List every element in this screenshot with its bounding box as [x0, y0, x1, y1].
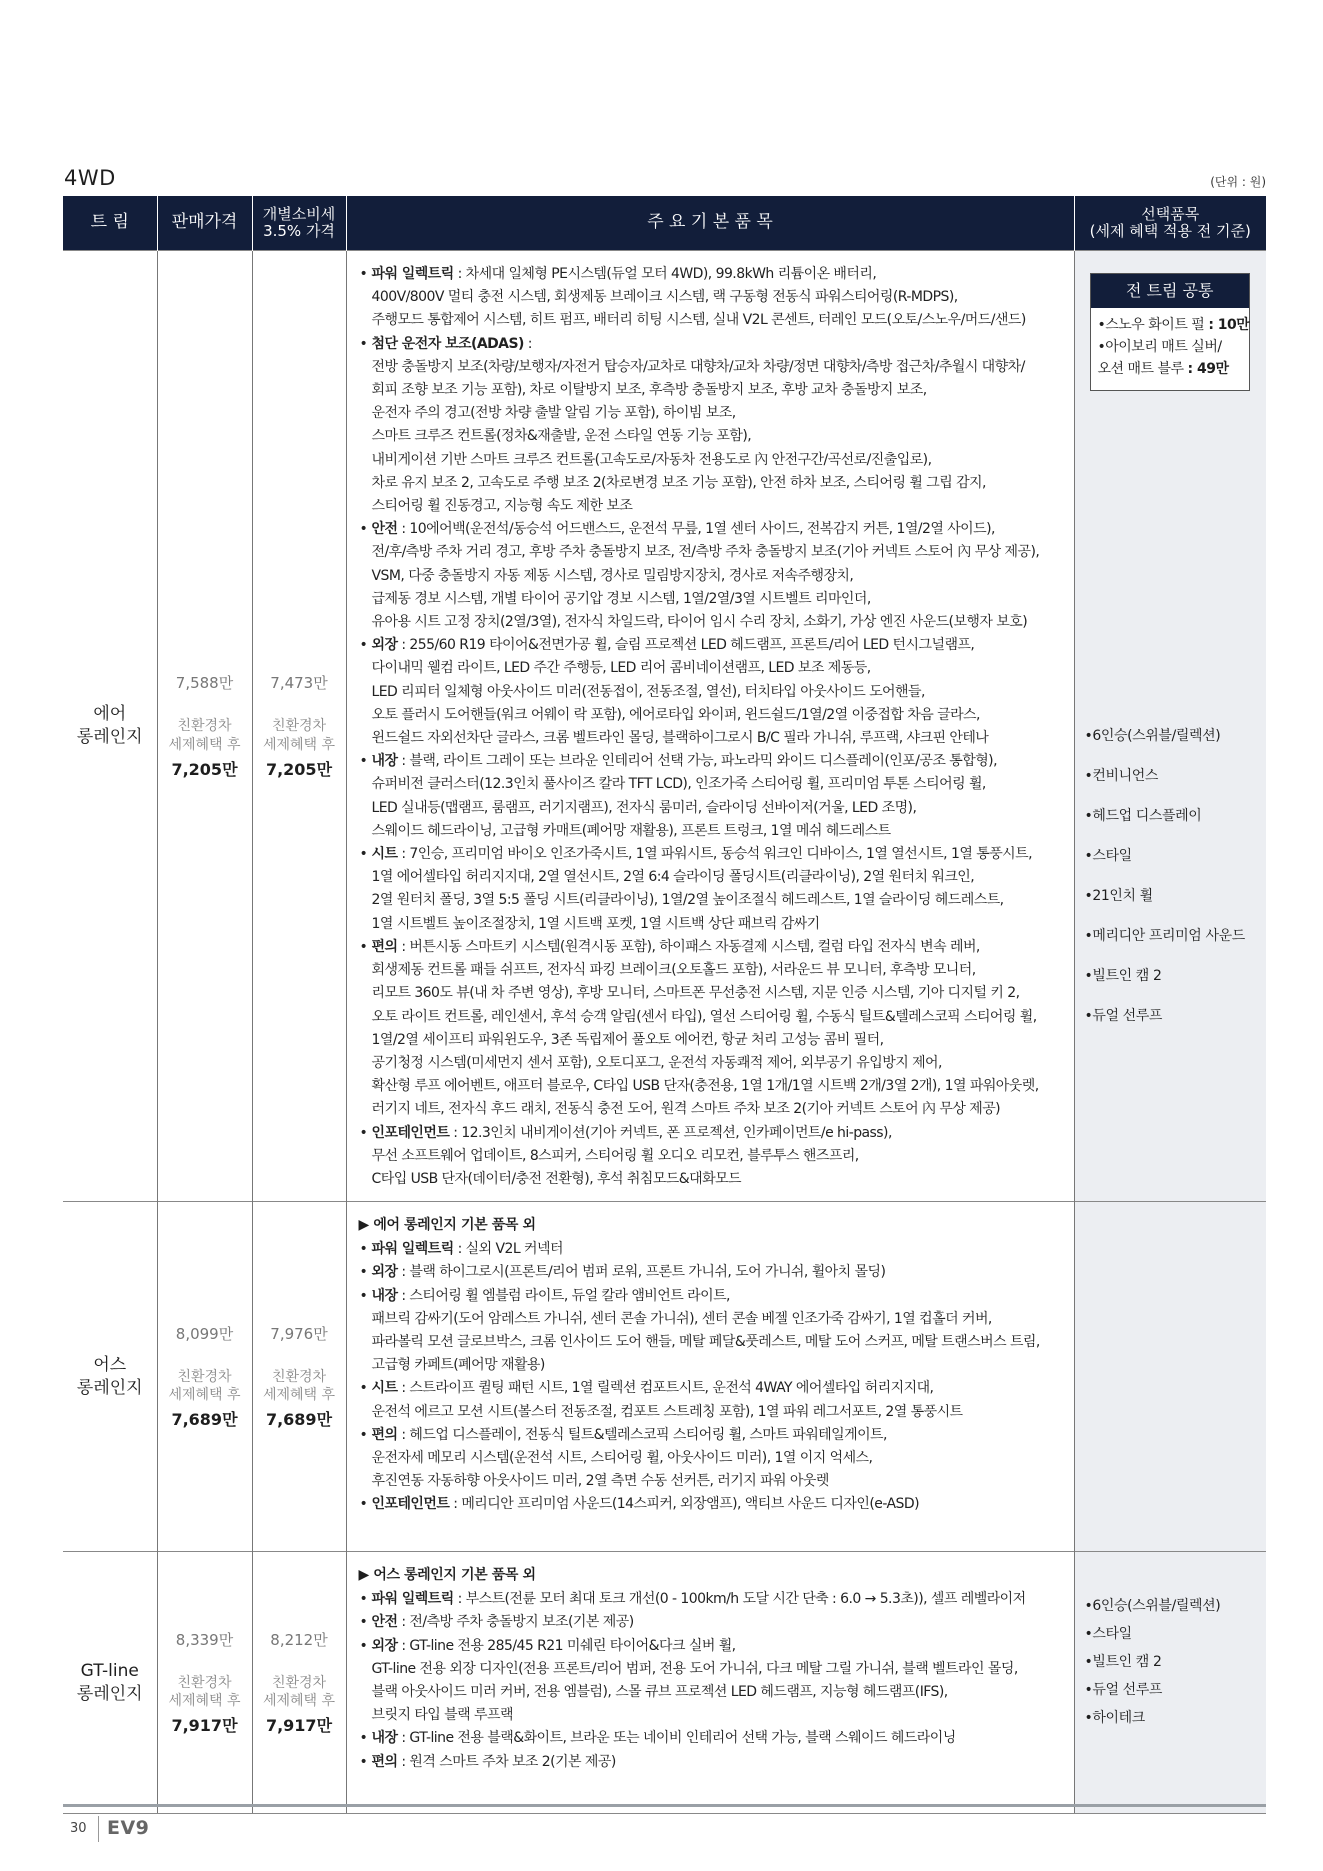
final-price: 7,689만: [265, 1410, 333, 1430]
price-note: 친환경차: [271, 1674, 327, 1691]
feature-item: • 편의 : 헤드업 디스플레이, 전동식 틸트&텔레스코픽 스티어링 휠, 스마트 파워테일게이트, 운전자세 메모리 시스템(운전석 시트, 스티어링 휠, 아웃사이드 미러), 1열 이지 억세스, 후진연동 자동하향 아웃사이드 미러, 2열 측면 수동 선커튼, 러기지 파워 아웃렛: [359, 1424, 1066, 1494]
feature-category: 내장: [371, 753, 398, 770]
feature-text: 부스트(전륜 모터 최대 토크 개선(0 - 100km/h 도달 시간 단축 : 6.0 → 5.3초)), 셀프 레벨라이저: [465, 1591, 1026, 1608]
option-item: •빌트인 캠 2: [1084, 1654, 1162, 1671]
option-item: •컨비니언스: [1084, 768, 1158, 784]
feature-category: 안전: [371, 1614, 398, 1631]
options-cell: [1074, 1202, 1266, 1552]
feature-text: 내비게이션 기반 스마트 크루즈 컨트롤(고속도로/자동차 전용도로 內 안전구간/곡선로/진출입로),: [371, 451, 932, 468]
table-row: [63, 251, 1266, 1202]
feature-text: 리모트 360도 뷰(내 차 주변 영상), 후방 모니터, 스마트폰 무선충전 시스템, 지문 인증 시스템, 기아 디지털 키 2,: [371, 985, 1020, 1002]
feature-text: 1열 에어셀타입 허리지지대, 2열 열선시트, 2열 6:4 슬라이딩 폴딩시트(리클라이닝), 2열 원터치 워크인,: [371, 869, 975, 886]
final-price: 7,917만: [265, 1716, 333, 1736]
feature-text: 주행모드 통합제어 시스템, 히트 펌프, 배터리 히팅 시스템, 실내 V2L 콘센트, 터레인 모드(오토/스노우/머드/샌드): [371, 312, 1026, 329]
option-list: [1075, 716, 1267, 1036]
option-item: •헤드업 디스플레이: [1084, 808, 1202, 824]
feature-item: • 외장 : 블랙 하이그로시(프론트/리어 범퍼 로워, 프론트 가니쉬, 도어 가니쉬, 휠아치 몰딩): [359, 1261, 1066, 1284]
option-item: •6인승(스위블/릴렉션): [1084, 728, 1221, 744]
page-number: 30: [70, 1821, 87, 1836]
feature-item: • 편의 : 원격 스마트 주차 보조 2(기본 제공): [359, 1751, 1066, 1774]
feature-text: GT-line 전용 외장 디자인(전용 프론트/리어 범퍼, 전용 도어 가니쉬, 다크 메탈 그릴 가니쉬, 블랙 벨트라인 몰딩,: [371, 1660, 1018, 1677]
feature-text: GT-line 전용 블랙&화이트, 브라운 또는 네이비 인테리어 선택 가능, 블랙 스웨이드 헤드라이닝: [409, 1730, 956, 1747]
feature-text: 다이내믹 웰컴 라이트, LED 주간 주행등, LED 리어 콤비네이션램프, LED 보조 제동등,: [371, 660, 871, 677]
feature-category: 외장: [371, 1264, 398, 1281]
feature-text: 고급형 카페트(폐어망 재활용): [371, 1357, 545, 1374]
header-tax-price: 개별소비세 3.5% 가격: [252, 196, 346, 251]
price-note: 친환경차: [271, 1368, 327, 1385]
header-price: 판매가격: [157, 196, 252, 251]
section-title: 4WD: [64, 166, 116, 190]
table-header: [63, 196, 1266, 251]
feature-text: 운전자세 메모리 시스템(운전석 시트, 스티어링 휠, 아웃사이드 미러), 1열 이지 억세스,: [371, 1449, 873, 1466]
sale-price: [157, 1202, 252, 1552]
feature-category: 외장: [371, 1637, 398, 1654]
price-note: 친환경차: [177, 1368, 232, 1385]
common-options-title: 전 트림 공통: [1091, 274, 1250, 308]
feature-text: 무선 소프트웨어 업데이트, 8스피커, 스티어링 휠 오디오 리모컨, 블루투스 핸즈프리,: [371, 1147, 859, 1164]
option-list: [1075, 1592, 1267, 1732]
header-trim: 트 림: [63, 196, 157, 251]
feature-item: • 인포테인먼트 : 메리디안 프리미엄 사운드(14스피커, 외장앰프), 액티브 사운드 디자인(e-ASD): [359, 1493, 1066, 1516]
price-note: 친환경차: [177, 718, 232, 735]
price-note: 친환경차: [177, 1674, 232, 1691]
option-item: •하이테크: [1084, 1710, 1145, 1727]
price-table: [63, 196, 1266, 1814]
feature-text: 실외 V2L 커넥터: [465, 1241, 563, 1258]
feature-text: 스웨이드 헤드라이닝, 고급형 카매트(폐어망 재활용), 프론트 트렁크, 1열 메쉬 헤드레스트: [371, 822, 891, 839]
feature-category: 인포테인먼트: [371, 1496, 450, 1513]
feature-category: 시트: [371, 1380, 398, 1397]
feature-text: 메리디안 프리미엄 사운드(14스피커, 외장앰프), 액티브 사운드 디자인(e-ASD): [461, 1496, 920, 1513]
model-name: EV9: [107, 1817, 150, 1839]
feature-text: 원격 스마트 주차 보조 2(기본 제공): [409, 1753, 616, 1770]
feature-item: • 안전 : 10에어백(운전석/동승석 어드밴스드, 운전석 무릎, 1열 센터 사이드, 전복감지 커튼, 1열/2열 사이드), 전/후/측방 주차 거리 경고, 후방 주차 충돌방지 보조, 전/측방 주차 충돌방지 보조(기아 커넥트 스토어 內 무상 제공), VSM, 다중 충돌방지 자동 제동 시스템, 경사로 밀림방지장치, 경사로 저속주행장치, 급제동 경보 시스템, 개별 타이어 공기압 경보 시스템, 1열/2열/3열 시트벨트 리마인더, 유아용 시트 고정 장치(2열/3열), 전자식 차일드락, 타이어 임시 수리 장치, 소화기, 가상 엔진 사운드(보행자 보호): [359, 518, 1066, 634]
feature-item: • 시트 : 7인승, 프리미엄 바이오 인조가죽시트, 1열 파워시트, 동승석 워크인 디바이스, 1열 열선시트, 1열 통풍시트, 1열 에어셀타입 허리지지대, 2열 열선시트, 2열 6:4 슬라이딩 폴딩시트(리클라이닝), 2열 원터치 워크인, 2열 원터치 폴딩, 3열 5:5 폴딩 시트(리클라이닝), 1열/2열 높이조절식 헤드레스트, 1열 슬라이딩 헤드레스트, 1열 시트벨트 높이조절장치, 1열 시트백 포켓, 1열 시트백 상단 패브릭 감싸기: [359, 843, 1066, 936]
feature-category: 외장: [371, 637, 398, 654]
price-note: 세제혜택 후: [262, 736, 336, 753]
feature-text: 스티어링 휠 진동경고, 지능형 속도 제한 보조: [371, 498, 633, 515]
feature-text: 차로 유지 보조 2, 고속도로 주행 보조 2(차로변경 보조 기능 포함), 안전 하차 보조, 스티어링 휠 그립 감지,: [371, 474, 986, 491]
feature-item: • 파워 일렉트릭 : 부스트(전륜 모터 최대 토크 개선(0 - 100km/h 도달 시간 단축 : 6.0 → 5.3초)), 셀프 레벨라이저: [359, 1588, 1066, 1611]
options-cell: [1074, 251, 1266, 1202]
feature-text: 슈퍼비전 클러스터(12.3인치 풀사이즈 칼라 TFT LCD), 인조가죽 스티어링 휠, 프리미엄 투톤 스티어링 휠,: [371, 776, 986, 793]
feature-text: 400V/800V 멀티 충전 시스템, 회생제동 브레이크 시스템, 랙 구동형 전동식 파워스티어링(R-MDPS),: [371, 289, 958, 306]
feature-text: 블랙 아웃사이드 미러 커버, 전용 엠블럼), 스몰 큐브 프로젝션 LED 헤드램프, 지능형 헤드램프(IFS),: [371, 1683, 948, 1700]
option-item: •21인치 휠: [1084, 888, 1153, 904]
feature-item: • 내장 : 스티어링 휠 엠블럼 라이트, 듀얼 칼라 앰비언트 라이트, 패브릭 감싸기(도어 암레스트 가니쉬, 센터 콘솔 가니쉬), 센터 콘솔 베젤 인조가죽 감싸기, 1열 컵홀더 커버, 파라볼릭 모션 글로브박스, 크롬 인사이드 도어 핸들, 메탈 페달&풋레스트, 메탈 도어 스커프, 메탈 트랜스버스 트림, 고급형 카페트(폐어망 재활용): [359, 1285, 1066, 1378]
tax-price: [252, 1552, 346, 1814]
options-cell: [1074, 1552, 1266, 1814]
feature-category: 시트: [371, 846, 398, 863]
feature-item: • 첨단 운전자 보조(ADAS) : 전방 충돌방지 보조(차량/보행자/자전거 탑승자/교차로 대향차/교차 차량/정면 대향차/측방 접근차/추월시 대향차/ 회피 조향 보조 기능 포함), 차로 이탈방지 보조, 후측방 충돌방지 보조, 후방 교차 충돌방지 보조, 운전자 주의 경고(전방 차량 출발 알림 기능 포함), 하이빔 보조, 스마트 크루즈 컨트롤(정차&재출발, 운전 스타일 연동 기능 포함), 내비게이션 기반 스마트 크루즈 컨트롤(고속도로/자동차 전용도로 內 안전구간/곡선로/진출입로), 차로 유지 보조 2, 고속도로 주행 보조 2(차로변경 보조 기능 포함), 안전 하차 보조, 스티어링 휠 그립 감지, 스티어링 휠 진동경고, 지능형 속도 제한 보조: [359, 333, 1066, 519]
sale-price: [157, 251, 252, 1202]
feature-text: 파라볼릭 모션 글로브박스, 크롬 인사이드 도어 핸들, 메탈 페달&풋레스트, 메탈 도어 스커프, 메탈 트랜스버스 트림,: [371, 1333, 1040, 1350]
common-option-item: •아이보리 매트 실버/: [1097, 339, 1222, 355]
feature-item: • 외장 : 255/60 R19 타이어&전면가공 휠, 슬림 프로젝션 LED 헤드램프, 프론트/리어 LED 턴시그널램프, 다이내믹 웰컴 라이트, LED 주간 주행등, LED 리어 콤비네이션램프, LED 보조 제동등, LED 리피터 일체형 아웃사이드 미러(전동접이, 전동조절, 열선), 터치타입 아웃사이드 도어핸들, 오토 플러시 도어핸들(워크 어웨이 락 포함), 에어로타입 와이퍼, 윈드쉴드/1열/2열 이중접합 차음 글라스, 윈드쉴드 자외선차단 글라스, 크롬 벨트라인 몰딩, 블랙하이그로시 B/C 필라 가니쉬, 루프랙, 샤크핀 안테나: [359, 634, 1066, 750]
option-item: •6인승(스위블/릴렉션): [1084, 1598, 1221, 1615]
feature-text: 스티어링 휠 엠블럼 라이트, 듀얼 칼라 앰비언트 라이트,: [409, 1287, 730, 1304]
final-price: 7,689만: [171, 1410, 238, 1430]
list-price: 8,339만: [175, 1630, 234, 1649]
feature-item: • 내장 : GT-line 전용 블랙&화이트, 브라운 또는 네이비 인테리어 선택 가능, 블랙 스웨이드 헤드라이닝: [359, 1727, 1066, 1750]
trim-name: GT-line 롱레인지: [63, 1552, 157, 1814]
final-price: 7,205만: [171, 759, 238, 779]
table-row: [63, 1552, 1266, 1814]
option-item: •듀얼 선루프: [1084, 1682, 1163, 1699]
reference-note: ▶ 어스 롱레인지 기본 품목 외: [358, 1567, 536, 1584]
list-price: 7,588만: [175, 674, 234, 693]
feature-text: 255/60 R19 타이어&전면가공 휠, 슬림 프로젝션 LED 헤드램프, 프론트/리어 LED 턴시그널램프,: [409, 637, 975, 654]
price-note: 세제혜택 후: [168, 736, 241, 753]
feature-text: 윈드쉴드 자외선차단 글라스, 크롬 벨트라인 몰딩, 블랙하이그로시 B/C 필라 가니쉬, 루프랙, 샤크핀 안테나: [371, 730, 989, 747]
footer-separator: [98, 1816, 99, 1842]
feature-category: 내장: [371, 1730, 398, 1747]
feature-text: 1열 시트벨트 높이조절장치, 1열 시트백 포켓, 1열 시트백 상단 패브릭 감싸기: [371, 915, 820, 932]
price-note: 세제혜택 후: [262, 1693, 336, 1710]
price-note: 친환경차: [271, 718, 327, 735]
feature-text: 오토 플러시 도어핸들(워크 어웨이 락 포함), 에어로타입 와이퍼, 윈드쉴드/1열/2열 이중접합 차음 글라스,: [371, 706, 980, 723]
common-option-item: 오션 매트 블루 : 49만: [1097, 361, 1229, 377]
feature-text: 회생제동 컨트롤 패들 쉬프트, 전자식 파킹 브레이크(오토홀드 포함), 서라운드 뷰 모니터, 후측방 모니터,: [371, 962, 976, 979]
feature-item: • 안전 : 전/측방 주차 충돌방지 보조(기본 제공): [359, 1611, 1066, 1634]
feature-list: [346, 1202, 1074, 1552]
feature-text: 2열 원터치 폴딩, 3열 5:5 폴딩 시트(리클라이닝), 1열/2열 높이조절식 헤드레스트, 1열 슬라이딩 헤드레스트,: [371, 892, 1004, 909]
tax-price: [252, 251, 346, 1202]
feature-text: 운전석 에르고 모션 시트(볼스터 전동조절, 컴포트 스트레칭 포함), 1열 파워 레그서포트, 2열 통풍시트: [371, 1403, 963, 1420]
feature-text: VSM, 다중 충돌방지 자동 제동 시스템, 경사로 밀림방지장치, 경사로 저속주행장치,: [371, 567, 854, 584]
feature-text: C타입 USB 단자(데이터/충전 전환형), 후석 취침모드&대화모드: [371, 1170, 741, 1187]
trim-name: 에어 롱레인지: [63, 251, 157, 1202]
feature-text: 브릿지 타입 블랙 루프랙: [371, 1707, 513, 1724]
feature-item: • 외장 : GT-line 전용 285/45 R21 미쉐린 타이어&다크 실버 휠, GT-line 전용 외장 디자인(전용 프론트/리어 범퍼, 전용 도어 가니쉬, 다크 메탈 그릴 가니쉬, 블랙 벨트라인 몰딩, 블랙 아웃사이드 미러 커버, 전용 엠블럼), 스몰 큐브 프로젝션 LED 헤드램프, 지능형 헤드램프(IFS), 브릿지 타입 블랙 루프랙: [359, 1635, 1066, 1728]
price-note: 세제혜택 후: [262, 1387, 336, 1404]
feature-text: 패브릭 감싸기(도어 암레스트 가니쉬, 센터 콘솔 가니쉬), 센터 콘솔 베젤 인조가죽 감싸기, 1열 컵홀더 커버,: [371, 1310, 992, 1327]
option-item: •빌트인 캠 2: [1084, 968, 1162, 984]
feature-text: 급제동 경보 시스템, 개별 타이어 공기압 경보 시스템, 1열/2열/3열 시트벨트 리마인더,: [371, 590, 871, 607]
list-price: 8,212만: [270, 1630, 328, 1649]
footer-divider: [63, 1804, 1266, 1807]
feature-item: • 파워 일렉트릭 : 실외 V2L 커넥터: [359, 1238, 1066, 1261]
unit-note: (단위 : 원): [1210, 175, 1266, 189]
feature-text: 후진연동 자동하향 아웃사이드 미러, 2열 측면 수동 선커튼, 러기지 파워 아웃렛: [371, 1473, 829, 1490]
feature-list: [346, 251, 1074, 1202]
list-price: 8,099만: [175, 1324, 234, 1343]
common-option-item: •스노우 화이트 펄 : 10만: [1097, 317, 1250, 333]
list-price: 7,473만: [270, 674, 328, 693]
header-options: 선택품목 (세제 혜택 적용 전 기준): [1074, 196, 1266, 251]
feature-text: 버튼시동 스마트키 시스템(원격시동 포함), 하이패스 자동결제 시스템, 컬럼 타입 전자식 변속 레버,: [409, 938, 980, 955]
feature-text: 전/후/측방 주차 거리 경고, 후방 주차 충돌방지 보조, 전/측방 주차 충돌방지 보조(기아 커넥트 스토어 內 무상 제공),: [371, 544, 1040, 561]
feature-text: 확산형 루프 에어벤트, 애프터 블로우, C타입 USB 단자(충전용, 1열 1개/1열 시트백 2개/3열 2개), 1열 파워아웃렛,: [371, 1078, 1039, 1095]
feature-text: 오토 라이트 컨트롤, 레인센서, 후석 승객 알림(센서 타입), 열선 스티어링 휠, 수동식 틸트&텔레스코픽 스티어링 휠,: [371, 1008, 1037, 1025]
feature-text: 7인승, 프리미엄 바이오 인조가죽시트, 1열 파워시트, 동승석 워크인 디바이스, 1열 열선시트, 1열 통풍시트,: [409, 846, 1033, 863]
feature-category: 파워 일렉트릭: [371, 266, 454, 282]
feature-text: 12.3인치 내비게이션(기아 커넥트, 폰 프로젝션, 인카페이먼트/e hi-pass),: [461, 1124, 892, 1141]
feature-text: 유아용 시트 고정 장치(2열/3열), 전자식 차일드락, 타이어 임시 수리 장치, 소화기, 가상 엔진 사운드(보행자 보호): [371, 614, 1028, 631]
option-item: •메리디안 프리미엄 사운드: [1084, 928, 1245, 944]
feature-text: GT-line 전용 285/45 R21 미쉐린 타이어&다크 실버 휠,: [409, 1637, 736, 1654]
feature-item: • 인포테인먼트 : 12.3인치 내비게이션(기아 커넥트, 폰 프로젝션, 인카페이먼트/e hi-pass), 무선 소프트웨어 업데이트, 8스피커, 스티어링 휠 오디오 리모컨, 블루투스 핸즈프리, C타입 USB 단자(데이터/충전 전환형), 후석 취침모드&대화모드: [359, 1122, 1066, 1192]
feature-item: • 시트 : 스트라이프 퀼팅 패턴 시트, 1열 릴렉션 컴포트시트, 운전석 4WAY 에어셀타입 허리지지대, 운전석 에르고 모션 시트(볼스터 전동조절, 컴포트 스트레칭 포함), 1열 파워 레그서포트, 2열 통풍시트: [359, 1377, 1066, 1423]
feature-text: LED 리피터 일체형 아웃사이드 미러(전동접이, 전동조절, 열선), 터치타입 아웃사이드 도어핸들,: [371, 683, 925, 700]
common-options-box: [1090, 273, 1251, 391]
feature-category: 안전: [371, 521, 398, 538]
sale-price: [157, 1552, 252, 1814]
tax-price: [252, 1202, 346, 1552]
feature-category: 첨단 운전자 보조(ADAS): [371, 335, 524, 352]
feature-category: 인포테인먼트: [371, 1124, 450, 1141]
feature-text: 차세대 일체형 PE시스템(듀얼 모터 4WD), 99.8kWh 리튬이온 배터리,: [465, 266, 877, 282]
table-row: [63, 1202, 1266, 1552]
feature-text: 10에어백(운전석/동승석 어드밴스드, 운전석 무릎, 1열 센터 사이드, 전복감지 커튼, 1열/2열 사이드),: [409, 521, 995, 538]
header-features: 주 요 기 본 품 목: [346, 196, 1074, 251]
feature-item: • 편의 : 버튼시동 스마트키 시스템(원격시동 포함), 하이패스 자동결제 시스템, 컬럼 타입 전자식 변속 레버, 회생제동 컨트롤 패들 쉬프트, 전자식 파킹 브레이크(오토홀드 포함), 서라운드 뷰 모니터, 후측방 모니터, 리모트 360도 뷰(내 차 주변 영상), 후방 모니터, 스마트폰 무선충전 시스템, 지문 인증 시스템, 기아 디지털 키 2, 오토 라이트 컨트롤, 레인센서, 후석 승객 알림(센서 타입), 열선 스티어링 휠, 수동식 틸트&텔레스코픽 스티어링 휠, 1열/2열 세이프티 파워윈도우, 3존 독립제어 풀오토 에어컨, 항균 처리 고성능 콤비 필터, 공기청정 시스템(미세먼지 센서 포함), 오토디포그, 운전석 자동쾌적 제어, 외부공기 유입방지 제어, 확산형 루프 에어벤트, 애프터 블로우, C타입 USB 단자(충전용, 1열 1개/1열 시트백 2개/3열 2개), 1열 파워아웃렛, 러기지 네트, 전자식 후드 래치, 전동식 충전 도어, 원격 스마트 주차 보조 2(기아 커넥트 스토어 內 무상 제공): [359, 936, 1066, 1122]
feature-text: 회피 조향 보조 기능 포함), 차로 이탈방지 보조, 후측방 충돌방지 보조, 후방 교차 충돌방지 보조,: [371, 382, 927, 399]
feature-text: 전/측방 주차 충돌방지 보조(기본 제공): [409, 1614, 634, 1631]
feature-text: LED 실내등(맵램프, 룸램프, 러기지램프), 전자식 룸미러, 슬라이딩 선바이저(거울, LED 조명),: [371, 799, 917, 816]
feature-text: 운전자 주의 경고(전방 차량 출발 알림 기능 포함), 하이빔 보조,: [371, 405, 736, 422]
feature-category: 파워 일렉트릭: [371, 1591, 454, 1608]
option-item: •스타일: [1084, 1626, 1132, 1643]
feature-text: 러기지 네트, 전자식 후드 래치, 전동식 충전 도어, 원격 스마트 주차 보조 2(기아 커넥트 스토어 內 무상 제공): [371, 1101, 1001, 1118]
option-item: •스타일: [1084, 848, 1132, 864]
feature-text: 블랙 하이그로시(프론트/리어 범퍼 로워, 프론트 가니쉬, 도어 가니쉬, 휠아치 몰딩): [409, 1264, 886, 1281]
trim-name: 어스 롱레인지: [63, 1202, 157, 1552]
feature-text: 전방 충돌방지 보조(차량/보행자/자전거 탑승자/교차로 대향차/교차 차량/정면 대향차/측방 접근차/추월시 대향차/: [371, 358, 1025, 375]
feature-category: 파워 일렉트릭: [371, 1241, 454, 1258]
feature-text: 스트라이프 퀼팅 패턴 시트, 1열 릴렉션 컴포트시트, 운전석 4WAY 에어셀타입 허리지지대,: [409, 1380, 934, 1397]
feature-item: • 파워 일렉트릭 : 차세대 일체형 PE시스템(듀얼 모터 4WD), 99.8kWh 리튬이온 배터리, 400V/800V 멀티 충전 시스템, 회생제동 브레이크 시스템, 랙 구동형 전동식 파워스티어링(R-MDPS), 주행모드 통합제어 시스템, 히트 펌프, 배터리 히팅 시스템, 실내 V2L 콘센트, 터레인 모드(오토/스노우/머드/샌드): [359, 263, 1066, 333]
feature-text: 공기청정 시스템(미세먼지 센서 포함), 오토디포그, 운전석 자동쾌적 제어, 외부공기 유입방지 제어,: [371, 1054, 942, 1071]
feature-text: 1열/2열 세이프티 파워윈도우, 3존 독립제어 풀오토 에어컨, 항균 처리 고성능 콤비 필터,: [371, 1031, 884, 1048]
list-price: 7,976만: [270, 1324, 328, 1343]
reference-note: ▶ 에어 롱레인지 기본 품목 외: [358, 1217, 536, 1234]
feature-category: 편의: [371, 938, 398, 955]
feature-list: [346, 1552, 1074, 1814]
feature-text: 헤드업 디스플레이, 전동식 틸트&텔레스코픽 스티어링 휠, 스마트 파워테일게이트,: [409, 1426, 887, 1443]
feature-category: 내장: [371, 1287, 398, 1304]
feature-category: 편의: [371, 1753, 398, 1770]
price-note: 세제혜택 후: [168, 1693, 241, 1710]
final-price: 7,205만: [265, 759, 333, 779]
option-item: •듀얼 선루프: [1084, 1008, 1163, 1024]
feature-item: • 내장 : 블랙, 라이트 그레이 또는 브라운 인테리어 선택 가능, 파노라믹 와이드 디스플레이(인포/공조 통합형), 슈퍼비전 클러스터(12.3인치 풀사이즈 칼라 TFT LCD), 인조가죽 스티어링 휠, 프리미엄 투톤 스티어링 휠, LED 실내등(맵램프, 룸램프, 러기지램프), 전자식 룸미러, 슬라이딩 선바이저(거울, LED 조명), 스웨이드 헤드라이닝, 고급형 카매트(폐어망 재활용), 프론트 트렁크, 1열 메쉬 헤드레스트: [359, 750, 1066, 843]
feature-text: 블랙, 라이트 그레이 또는 브라운 인테리어 선택 가능, 파노라믹 와이드 디스플레이(인포/공조 통합형),: [409, 753, 997, 770]
feature-text: 스마트 크루즈 컨트롤(정차&재출발, 운전 스타일 연동 기능 포함),: [371, 428, 752, 445]
price-note: 세제혜택 후: [168, 1387, 241, 1404]
final-price: 7,917만: [171, 1716, 238, 1736]
feature-category: 편의: [371, 1426, 398, 1443]
